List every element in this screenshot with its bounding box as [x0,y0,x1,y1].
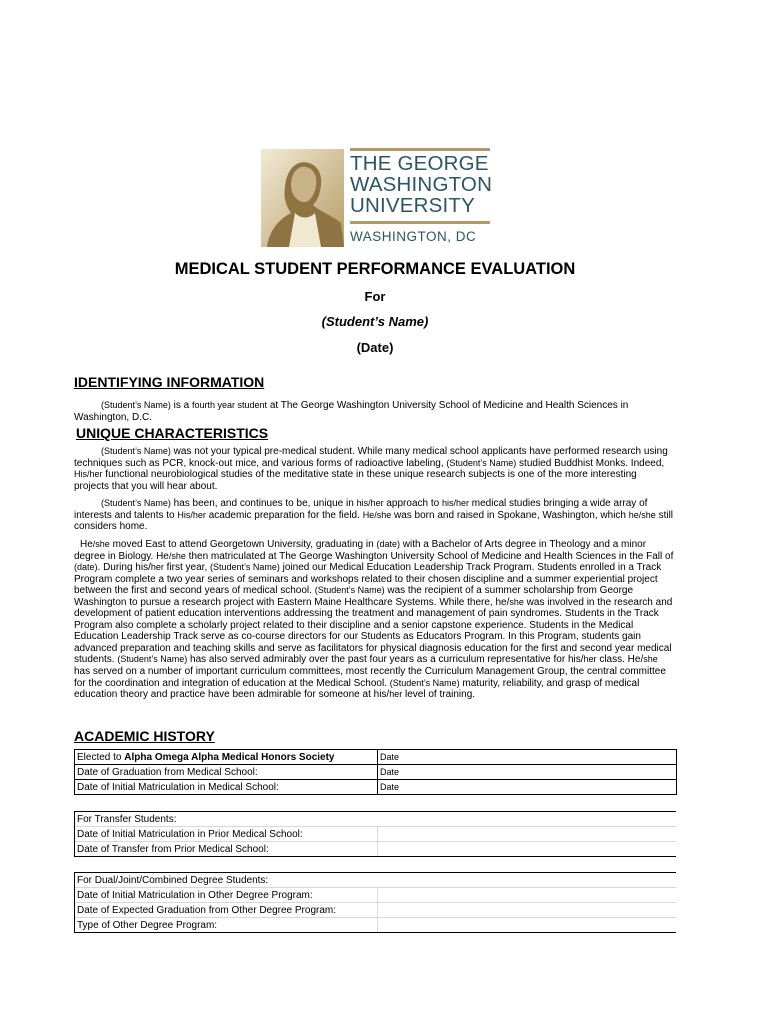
text-run: has served on a number of important curriculum committees, most recently the Curriculum Management Group, the central committee for the coordination and integration of education at the Medical School. [74,666,666,689]
unique-paragraph-3 [74,539,674,701]
dual-graduation-label: Date of Expected Graduation from Other Degree Program: [75,903,378,918]
text-run: maturity, reliability, and grasp of medical education theory and practice have been admirable for someone at his/ [74,677,640,701]
pronoun-placeholder: she [509,596,524,607]
aoa-label [75,750,378,765]
text-run: . During his/ [97,562,151,574]
pronoun-placeholder: His/her [74,469,103,480]
transfer-prior-matriculation-label: Date of Initial Matriculation in Prior Medical School: [75,827,378,842]
table-row [75,842,677,857]
transfer-prior-matriculation-field[interactable] [378,827,677,842]
logo-line-1: THE GEORGE [350,152,489,175]
matriculation-label: Date of Initial Matriculation in Medical School: [75,780,378,795]
dual-degree-table [74,872,676,933]
text-run: was born and raised in Spokane, Washington, which [391,509,629,521]
dual-degree-type-field[interactable] [378,918,677,933]
date-placeholder: (date) [74,562,98,573]
dual-graduation-field[interactable] [378,903,677,918]
logo-top-rule [350,148,490,151]
academic-heading: ACADEMIC HISTORY [74,728,215,744]
academic-main-table [74,749,677,795]
pronoun-placeholder: His/her [177,509,206,520]
pronoun-placeholder: her [583,654,597,665]
unique-paragraph-2 [74,498,674,533]
unique-heading: UNIQUE CHARACTERISTICS [76,425,269,441]
table-row [75,827,677,842]
identifying-paragraph [74,400,674,423]
table-row [75,750,677,765]
graduation-label: Date of Graduation from Medical School: [75,765,378,780]
pronoun-placeholder: He/she [362,509,392,520]
text-run: has been, and continues to be, unique in [170,498,357,509]
pronoun-placeholder: she [643,654,658,665]
table-row [75,812,677,827]
text-run: level of training. [402,689,476,701]
text-run: has also served admirably over the past four years as a curriculum representative for his/ [187,654,584,666]
text-run: academic preparation for the field. [205,509,363,521]
graduation-date-field[interactable]: Date [378,765,677,780]
pronoun-placeholder: /she [92,539,110,549]
washington-portrait-image [261,149,344,247]
text-run: at The George Washington University School of Medicine and Health Sciences in Washington, D.C. [74,400,629,423]
year-placeholder: fourth year student [192,400,268,410]
transfer-date-label: Date of Transfer from Prior Medical School: [75,842,378,857]
student-name-placeholder: (Student’s Name) [101,446,171,456]
table-row [75,873,677,888]
dual-matriculation-label: Date of Initial Matriculation in Other Degree Program: [75,888,378,903]
logo-line-2: WASHINGTON [350,173,493,196]
aoa-date-field[interactable]: Date [378,750,677,765]
gwu-logo [261,148,493,248]
table-row [75,903,677,918]
text-run: then matriculated at The George Washington University School of Medicine and Health Sciences in the Fall of [185,550,674,562]
text-run: functional neurobiological studies of the meditative state in these unique research subjects is one of the more interesting projects that you will hear about. [74,469,637,492]
text-run: class. He/ [596,654,644,666]
identifying-heading: IDENTIFYING INFORMATION [74,374,265,390]
student-name-placeholder: (Student’s Name) [101,498,171,508]
transfer-date-field[interactable] [378,842,677,857]
title-date: (Date) [356,340,394,355]
title-student-name: (Student’s Name) [321,314,429,329]
unique-paragraph-1 [74,446,674,492]
logo-city: WASHINGTON, DC [350,229,477,244]
text-run: joined our Medical Education Leadership Track Program. Students enrolled in a Track Program complete a two year series of seminars and workshops related to their chosen discipline and a summer experiential project between the first and second years of medical school. [74,562,662,597]
logo-line-3: UNIVERSITY [350,194,476,217]
pronoun-placeholder: her [389,689,403,700]
text-run: with a Bachelor of Arts degree in Theology and a minor degree in Biology. He [74,539,647,562]
table-row [75,888,677,903]
student-name-placeholder: (Student’s Name) [117,654,188,665]
pronoun-placeholder: he/she [628,509,656,520]
text-run: first year, [163,562,211,574]
table-row [75,765,677,780]
matriculation-date-field[interactable]: Date [378,780,677,795]
text-run: was not your typical pre-medical student. While many medical school applicants have performed research using techniques such as PCR, knock-out mice, and various forms of radioactive labeling, [74,446,668,469]
text-run: studied Buddhist Monks. Indeed, [516,457,665,469]
university-wordmark [350,148,493,244]
title-for: For [364,289,386,304]
text-run: was involved in the research and development of patient education interventions addressing the treatment and management of pain syndromes. Students in the Track Program also complete a scholarly project related to their discipline and a senior capstone experience. Students in the Medical Education Leadership Track serve as co-course directors for our Students as Educators Program. In this Program, students gain advanced preparation and teaching skills and serve as facilitators for physical diagnosis education for the first and second year medical students. [74,596,673,666]
transfer-table [74,811,676,857]
text-run: He [80,539,93,550]
text-run: medical studies bringing a wide array of interests and talents to [74,498,648,521]
logo-bottom-rule [350,221,490,224]
table-row [75,780,677,795]
text-run: was the recipient of a summer scholarship from George Washington to pursue a research project with Eastern Maine Healthcare Systems. While there, he/ [74,585,634,608]
table-row [75,918,677,933]
student-name-placeholder: (Student’s Name) [389,677,460,688]
pronoun-placeholder: /she [168,550,186,561]
student-name-placeholder: (Student’s Name) [101,400,171,410]
text-run: still considers home. [74,509,674,533]
text-run: Elected to [77,751,125,763]
date-placeholder: (date) [376,539,400,549]
transfer-title: For Transfer Students: [75,812,677,827]
pronoun-placeholder: his/her [441,498,469,508]
text-run: approach to [383,498,442,509]
dual-degree-type-label: Type of Other Degree Program: [75,918,378,933]
pronoun-placeholder: her [150,562,164,573]
text-run: is a [170,400,192,411]
pronoun-placeholder: his/her [356,498,384,508]
document-title: MEDICAL STUDENT PERFORMANCE EVALUATION [174,260,576,278]
dual-title: For Dual/Joint/Combined Degree Students: [75,873,677,888]
student-name-placeholder: (Student’s Name) [210,562,280,573]
text-run: moved East to attend Georgetown University, graduating in [109,539,377,550]
student-name-placeholder: (Student’s Name) [446,457,517,468]
aoa-society-name: Alpha Omega Alpha Medical Honors Society [124,751,335,763]
dual-matriculation-field[interactable] [378,888,677,903]
student-name-placeholder: (Student’s Name) [314,585,385,596]
